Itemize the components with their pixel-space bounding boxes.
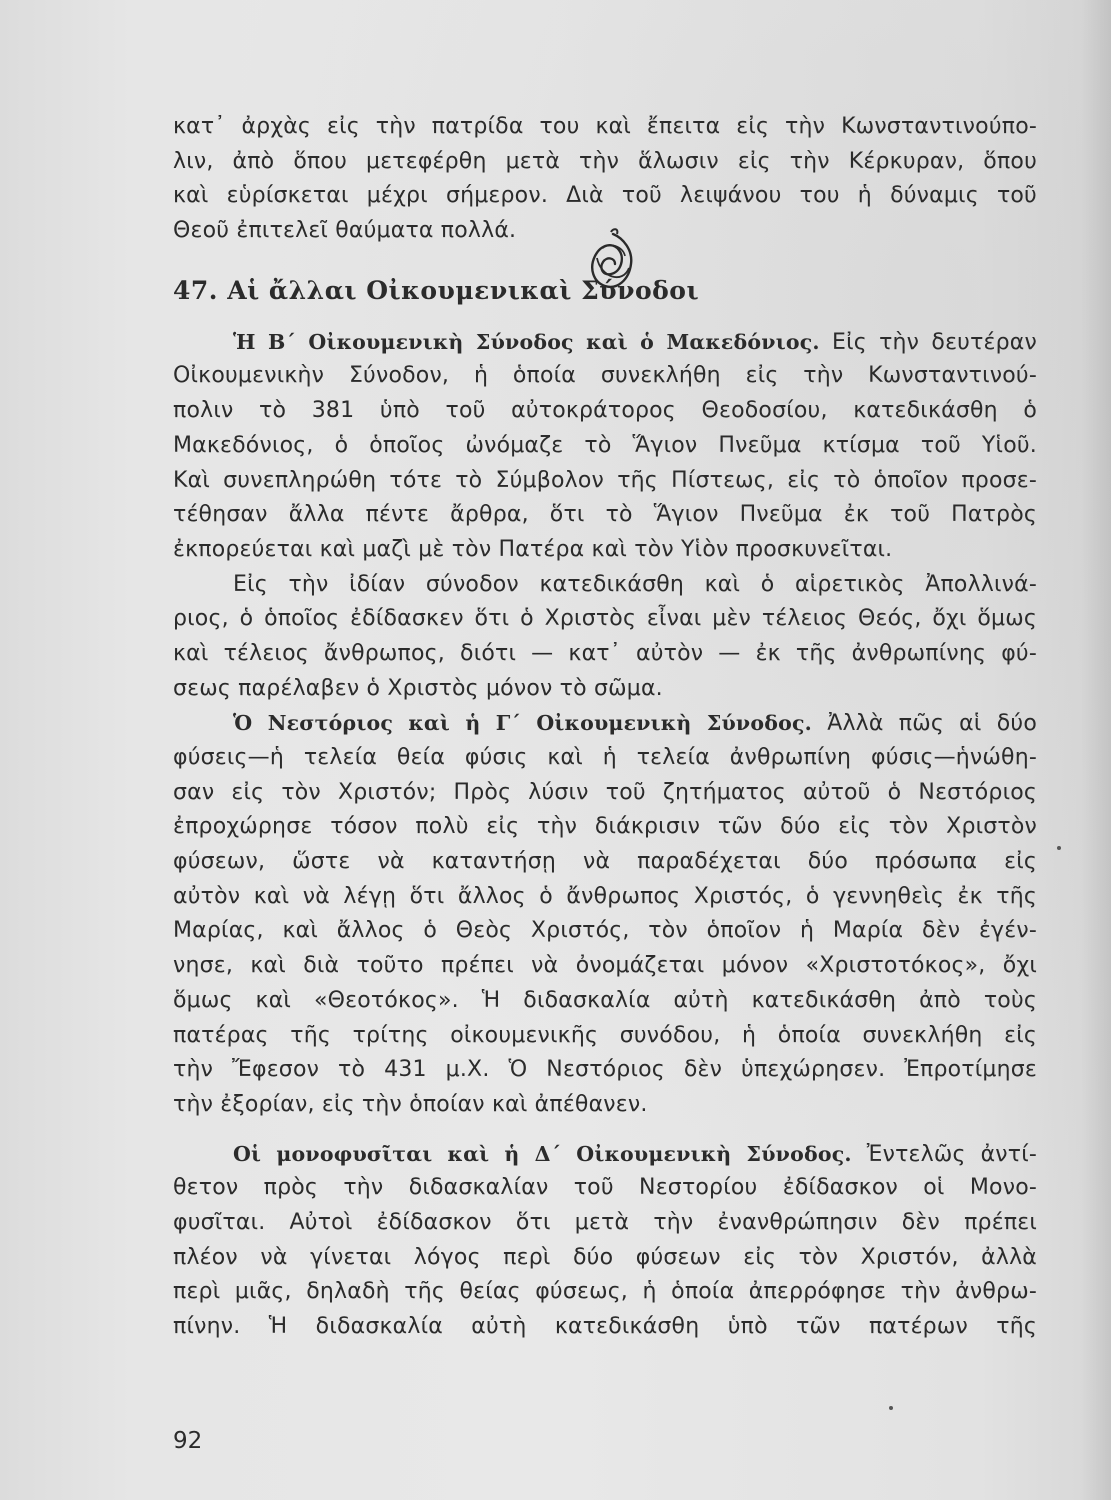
speck — [1057, 846, 1061, 850]
text-line: πίνην. Ἡ διδασκαλία αὐτὴ κατεδικάσθη ὑπὸ τῶν πατέρων τῆς — [173, 1314, 1037, 1339]
text-line — [173, 1137, 1037, 1172]
text-line: τὴν ἐξορίαν, εἰς τὴν ὁποίαν καὶ ἀπέθανεν. — [173, 1091, 648, 1117]
paragraph-nestorius — [173, 706, 1037, 1122]
text-line: λιν, ἀπὸ ὅπου μετεφέρθη μετὰ τὴν ἅλωσιν εἰς τὴν Κέρκυραν, ὅπου — [173, 148, 1037, 174]
text-line: ὅμως καὶ «Θεοτόκος». Ἡ διδασκαλία αὐτὴ κατεδικάσθη ἀπὸ τοὺς — [173, 987, 1037, 1013]
text-line: κατ᾽ ἀρχὰς εἰς τὴν πατρίδα του καὶ ἔπειτα εἰς τὴν Κωνσταντινούπο- — [173, 114, 1037, 139]
text-line: σαν εἰς τὸν Χριστόν; Πρὸς λύσιν τοῦ ζητήματος αὐτοῦ ὁ Νεστόριος — [173, 779, 1037, 805]
ink-scribble-icon — [583, 228, 643, 298]
text-fragment: Εἰς τὴν δευτέραν — [831, 329, 1037, 355]
text-line: σεως παρέλαβεν ὁ Χριστὸς μόνον τὸ σῶμα. — [173, 675, 663, 701]
text-line — [173, 706, 1037, 741]
text-line: ἐκπορεύεται καὶ μαζὶ μὲ τὸν Πατέρα καὶ τὸν Υἱὸν προσκυνεῖται. — [173, 536, 893, 562]
section-heading: 47. Αἱ ἄλλαι Οἰκουμενικαὶ Σύνοδοι — [173, 275, 700, 305]
text-fragment: Ἐντελῶς ἀντί- — [866, 1141, 1038, 1167]
text-line: Θεοῦ ἐπιτελεῖ θαύματα πολλά. — [173, 218, 517, 244]
page-number: 92 — [173, 1428, 203, 1454]
text-line: καὶ εὑρίσκεται μέχρι σήμερον. Διὰ τοῦ λειψάνου του ἡ δύναμις τοῦ — [173, 183, 1037, 209]
paragraph-apollinaris — [173, 568, 1037, 707]
speck — [889, 1406, 893, 1410]
text-line: Οἰκουμενικὴν Σύνοδον, ἡ ὁποία συνεκλήθη εἰς τὴν Κωνσταντινού- — [173, 363, 1037, 389]
text-line: Εἰς τὴν ἰδίαν σύνοδον κατεδικάσθη καὶ ὁ αἱρετικὸς Ἀπολλινά- — [233, 571, 1037, 597]
text-fragment: Ἀλλὰ πῶς αἱ δύο — [827, 711, 1037, 737]
run-in-heading: Ἡ Β΄ Οἰκουμενικὴ Σύνοδος καὶ ὁ Μακεδόνιος. — [233, 329, 820, 354]
text-line: αὐτὸν καὶ νὰ λέγῃ ὅτι ἄλλος ὁ ἄνθρωπος Χριστός, ὁ γεννηθεὶς ἐκ τῆς — [173, 883, 1037, 909]
text-line: καὶ τέλειος ἄνθρωπος, διότι — κατ᾽ αὐτὸν — ἐκ τῆς ἀνθρωπίνης φύ- — [173, 640, 1037, 666]
text-line: Μαρίας, καὶ ἄλλος ὁ Θεὸς Χριστός, τὸν ὁποῖον ἡ Μαρία δὲν ἐγέν- — [173, 918, 1037, 944]
text-line: ἐπροχώρησε τόσον πολὺ εἰς τὴν διάκρισιν τῶν δύο εἰς τὸν Χριστὸν — [173, 814, 1037, 840]
paragraph-second-council — [173, 325, 1037, 568]
page-edge-shadow — [1081, 0, 1111, 1500]
text-line: περὶ μιᾶς, δηλαδὴ τῆς θείας φύσεως, ἡ ὁποία ἀπερρόφησε τὴν ἀνθρω- — [173, 1279, 1037, 1305]
text-line: τὴν Ἔφεσον τὸ 431 μ.Χ. Ὁ Νεστόριος δὲν ὑπεχώρησεν. Ἐπροτίμησε — [173, 1057, 1037, 1083]
text-line: φύσεων, ὥστε νὰ καταντήσῃ νὰ παραδέχεται δύο πρόσωπα εἰς — [173, 849, 1037, 875]
text-line: φυσῖται. Αὐτοὶ ἐδίδασκον ὅτι μετὰ τὴν ἐνανθρώπησιν δὲν πρέπει — [173, 1209, 1037, 1235]
paragraph-monophysites — [173, 1137, 1037, 1345]
run-in-heading: Οἱ μονοφυσῖται καὶ ἡ Δ΄ Οἰκουμενικὴ Σύνοδος. — [233, 1141, 852, 1166]
run-in-heading: Ὁ Νεστόριος καὶ ἡ Γ΄ Οἰκουμενικὴ Σύνοδος. — [233, 711, 812, 736]
text-line: πλέον νὰ γίνεται λόγος περὶ δύο φύσεων εἰς τὸν Χριστόν, ἀλλὰ — [173, 1244, 1037, 1270]
text-line: νησε, καὶ διὰ τοῦτο πρέπει νὰ ὀνομάζεται μόνον «Χριστοτόκος», ὄχι — [173, 953, 1037, 979]
text-line: Μακεδόνιος, ὁ ὁποῖος ὠνόμαζε τὸ Ἅγιον Πνεῦμα κτίσμα τοῦ Υἱοῦ. — [173, 432, 1037, 458]
text-line: Καὶ συνεπληρώθη τότε τὸ Σύμβολον τῆς Πίστεως, εἰς τὸ ὁποῖον προσε- — [173, 467, 1037, 493]
text-line: φύσεις—ἡ τελεία θεία φύσις καὶ ἡ τελεία ἀνθρωπίνη φύσις—ἡνώθη- — [173, 745, 1037, 770]
text-line: πολιν τὸ 381 ὑπὸ τοῦ αὐτοκράτορος Θεοδοσίου, κατεδικάσθη ὁ — [173, 398, 1037, 424]
text-line: πατέρας τῆς τρίτης οἰκουμενικῆς συνόδου, ἡ ὁποία συνεκλήθη εἰς — [173, 1022, 1037, 1048]
text-line: τέθησαν ἄλλα πέντε ἄρθρα, ὅτι τὸ Ἅγιον Πνεῦμα ἐκ τοῦ Πατρὸς — [173, 502, 1037, 528]
text-line: θετον πρὸς τὴν διδασκαλίαν τοῦ Νεστορίου ἐδίδασκον οἱ Μονο- — [173, 1175, 1037, 1201]
text-line — [173, 325, 1037, 360]
text-line: ριος, ὁ ὁποῖος ἐδίδασκεν ὅτι ὁ Χριστὸς εἶναι μὲν τέλειος Θεός, ὄχι ὅμως — [173, 606, 1037, 632]
